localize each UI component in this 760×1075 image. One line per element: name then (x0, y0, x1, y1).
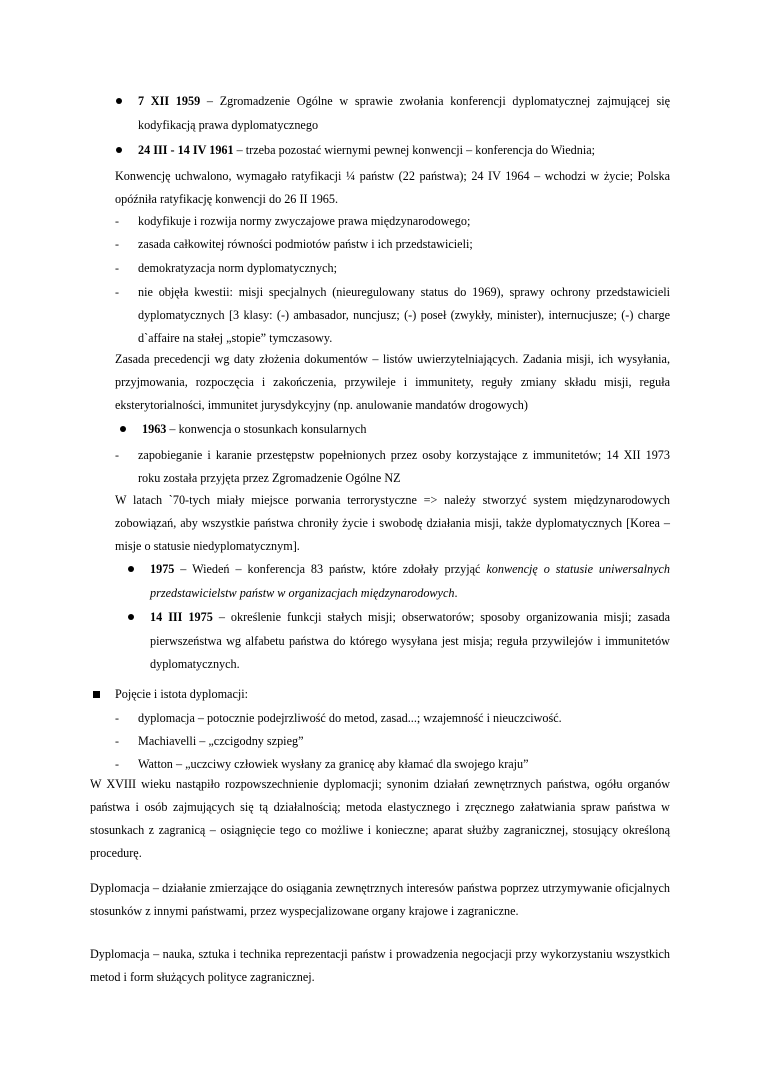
dash-item: nie objęła kwestii: misji specjalnych (nieuregulowany status do 1969), sprawy ochrony przedstawicieli dyplomatycznych [3 klasy: (-) ambasador, nuncjusz; (-) poseł (zwykły, minister), internucjusze; (-) charge d`affaire na stałej „stopie” tymczasowy. (138, 285, 670, 345)
bullet-date: 1963 (142, 422, 167, 436)
bullet-dot (116, 139, 122, 153)
dash-marker: - (115, 285, 119, 299)
dash-item: kodyfikuje i rozwija normy zwyczajowe prawa międzynarodowego; (138, 214, 471, 228)
bullet-text: – Zgromadzenie Ogólne w sprawie zwołania konferencji dyplomatycznej zajmującej się kodyfikacją prawa dyplomatycznego (138, 94, 670, 132)
bullet-dot (116, 90, 122, 104)
paragraph-terrorism: W latach `70-tych miały miejsce porwania terrorystyczne => należy stworzyć system międzynarodowych zobowiązań, aby wszystkie państwa chroniły życie i swobodę działania misji, także dyplomatycznych [Korea – misje o statusie niedyplomatycznym]. (115, 493, 670, 553)
convention-title: konwencję o statusie uniwersalnych przedstawicielstw państw w organizacjach międzynarodowych (150, 562, 670, 600)
dash-marker: - (115, 711, 119, 725)
square-bullet (93, 683, 100, 698)
bullet-text: – konwencja o stosunkach konsularnych (166, 422, 367, 436)
bullet-date: 7 XII 1959 (138, 94, 201, 108)
paragraph-xviii: W XVIII wieku nastąpiło rozpowszechnienie dyplomacji; synonim działań zewnętrznych państwa, ogółu organów państwa i osób zajmujących się tą działalnością; metoda elastycznego i zręcznego załatwiania spraw państwa w stosunkach z zagranicą – osiągnięcie tego co możliwe i konieczne; aparat służby zagranicznej, stosujący określoną procedurę. (90, 777, 670, 860)
paragraph-definition-1: Dyplomacja – działanie zmierzające do osiągania zewnętrznych interesów państwa poprzez utrzymywanie oficjalnych stosunków z innymi państwami, przez wyspecjalizowane organy krajowe i zagraniczne. (90, 881, 670, 918)
bullet-dot (120, 418, 126, 432)
bullet-text: – określenie funkcji stałych misji; obserwatorów; sposoby organizowania misji; zasada pierwszeństwa wg alfabetu państwa do którego wysyłana jest misja; reguła przywilejów i immunitetów dyplomatycznych. (150, 610, 670, 671)
dash-item: Watton – „uczciwy człowiek wysłany za granicę aby kłamać dla swojego kraju” (138, 757, 529, 771)
dash-marker: - (115, 214, 119, 228)
bullet-date: 24 III - 14 IV 1961 (138, 143, 234, 157)
dash-item: dyplomacja – potocznie podejrzliwość do metod, zasad...; wzajemność i nieuczciwość. (138, 711, 562, 725)
dash-marker: - (115, 261, 119, 275)
bullet-item-1959 (138, 90, 670, 137)
bullet-date: 14 III 1975 (150, 610, 213, 624)
bullet-item-1961 (138, 139, 678, 163)
paragraph-precedence: Zasada precedencji wg daty złożenia dokumentów – listów uwierzytelniających. Zadania misji, ich wysyłania, przyjmowania, rozpoczęcia i zakończenia, przywileje i immunitety, reguły zmiany składu misji, reguła eksterytorialności, immunitet jurysdykcyjny (np. anulowanie mandatów drogowych) (115, 352, 670, 412)
bullet-text: – trzeba pozostać wiernymi pewnej konwencji – konferencja do Wiednia; (233, 143, 596, 157)
section-heading-diplomacy: Pojęcie i istota dyplomacji: (115, 687, 249, 701)
dash-marker: - (115, 734, 119, 748)
bullet-dot (128, 558, 134, 572)
dash-item: zapobieganie i karanie przestępstw popełnionych przez osoby korzystające z immunitetów; 14 XII 1973 roku została przyjęta przez Zgromadzenie Ogólne NZ (138, 448, 670, 485)
bullet-tail: . (454, 585, 458, 600)
dash-marker: - (115, 448, 119, 462)
dash-item: Machiavelli – „czcigodny szpieg” (138, 734, 304, 748)
paragraph-definition-2: Dyplomacja – nauka, sztuka i technika reprezentacji państw i prowadzenia negocjacji przy wykorzystaniu wszystkich metod i form służących polityce zagranicznej. (90, 947, 670, 984)
dash-marker: - (115, 237, 119, 251)
paragraph-ratification: Konwencję uchwalono, wymagało ratyfikacji ¼ państw (22 państwa); 24 IV 1964 – wchodzi w życie; Polska opóźniła ratyfikację konwencji do 26 II 1965. (115, 169, 670, 206)
bullet-text: – Wiedeń – konferencja 83 państw, które zdołały przyjąć (174, 562, 487, 576)
bullet-date: 1975 (150, 562, 175, 576)
dash-marker: - (115, 757, 119, 771)
bullet-dot (128, 606, 134, 620)
bullet-item-14-iii-1975 (150, 606, 670, 677)
bullet-item-1963 (142, 418, 670, 442)
bullet-item-1975 (150, 558, 670, 605)
dash-item: zasada całkowitej równości podmiotów państw i ich przedstawicieli; (138, 237, 473, 251)
dash-item: demokratyzacja norm dyplomatycznych; (138, 261, 337, 275)
